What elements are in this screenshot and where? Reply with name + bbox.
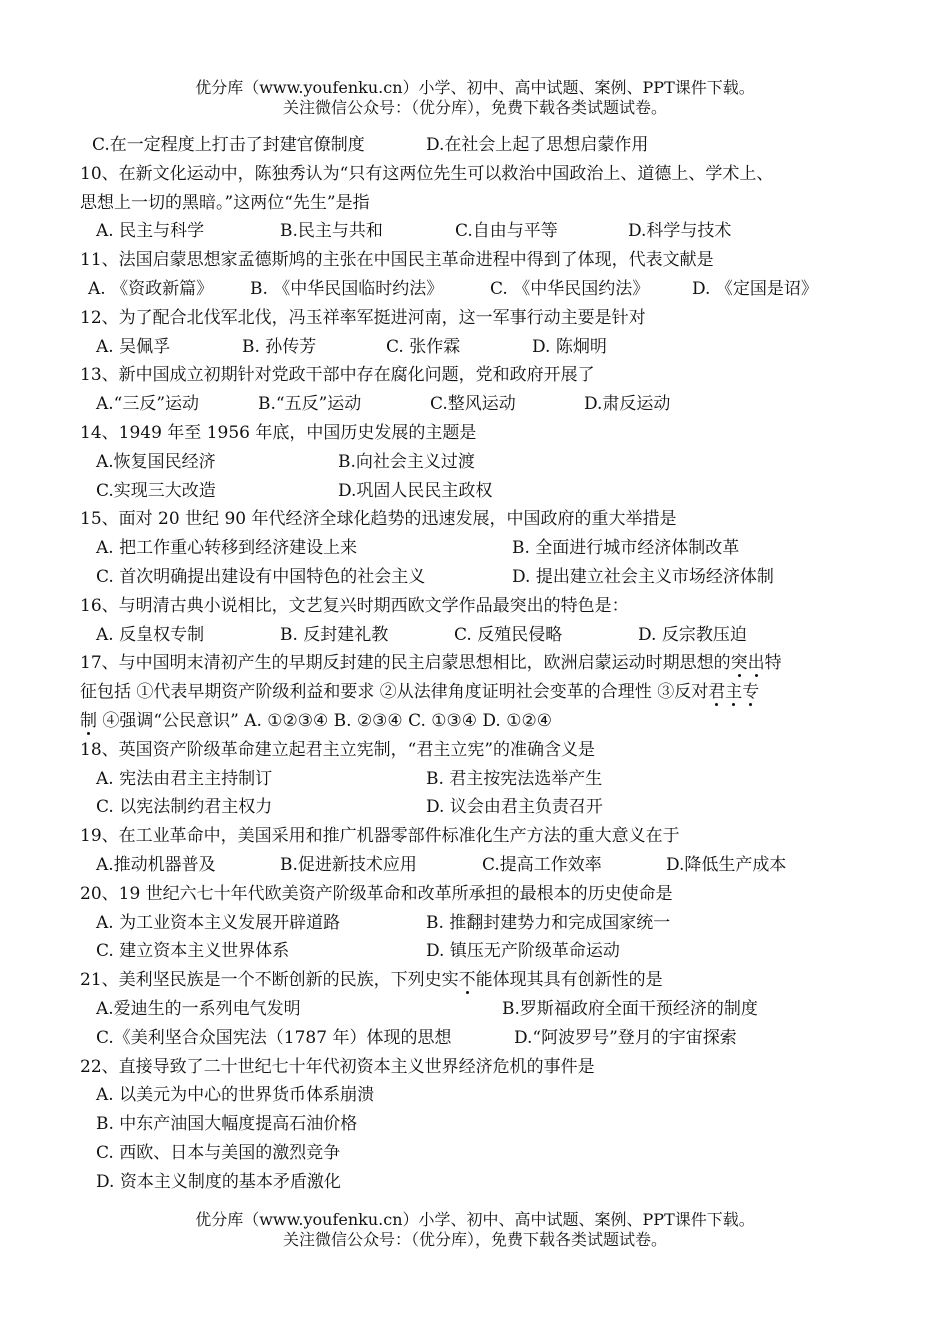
q11-options bbox=[80, 275, 880, 304]
q15-stem: 15、面对 20 世纪 90 年代经济全球化趋势的迅速发展，中国政府的重大举措是 bbox=[80, 509, 677, 530]
q10-option-a: A. 民主与科学 bbox=[96, 221, 205, 242]
q19-stem: 19、在工业革命中，美国采用和推广机器零部件标准化生产方法的重大意义在于 bbox=[80, 826, 680, 847]
q10-stem-1: 10、在新文化运动中，陈独秀认为“只有这两位先生可以救治中国政治上、道德上、学术上、 bbox=[80, 163, 774, 184]
q14-options-cd bbox=[80, 477, 880, 506]
q22-option-d: D. 资本主义制度的基本矛盾激化 bbox=[96, 1171, 341, 1192]
q19-option-b: B.促进新技术应用 bbox=[280, 854, 417, 875]
q18-option-b: B. 君主按宪法选举产生 bbox=[426, 768, 603, 789]
q21-stem-end: 能体现其具有创新性的是 bbox=[475, 970, 663, 991]
q14-stem: 14、1949 年至 1956 年底，中国历史发展的主题是 bbox=[80, 422, 477, 443]
q11-option-c: C. 《中华民国约法》 bbox=[490, 278, 650, 299]
q16-option-b: B. 反封建礼教 bbox=[280, 624, 389, 645]
q21-option-d: D.“阿波罗号”登月的宇宙探索 bbox=[514, 1027, 737, 1048]
q11-option-a: A. 《资政新篇》 bbox=[88, 278, 214, 299]
q11-stem: 11、法国启蒙思想家孟德斯鸠的主张在中国民主革命进程中得到了体现，代表文献是 bbox=[80, 250, 714, 271]
q14-options-ab bbox=[80, 448, 880, 477]
q20-option-d: D. 镇压无产阶级革命运动 bbox=[426, 941, 620, 962]
q16-option-d: D. 反宗教压迫 bbox=[638, 624, 747, 645]
footer-line-2: 关注微信公众号：（优分库），免费下载各类试题试卷。 bbox=[282, 1230, 667, 1249]
q15-option-c: C. 首次明确提出建设有中国特色的社会主义 bbox=[96, 566, 426, 587]
q17-stem-2-text: 征包括 ①代表早期资产阶级利益和要求 ②从法律角度证明社会变革的合理性 ③反对 bbox=[80, 682, 709, 703]
emphasis-char: 不 bbox=[459, 966, 476, 995]
q10-option-d: D.科学与技术 bbox=[628, 221, 732, 242]
q11-option-b: B. 《中华民国临时约法》 bbox=[250, 278, 444, 299]
q9-option-d: D.在社会上起了思想启蒙作用 bbox=[426, 135, 649, 155]
header-line-1: 优分库（www.youfenku.cn）小学、初中、高中试题、案例、PPT课件下载。 bbox=[195, 78, 755, 97]
q14-option-d: D.巩固人民民主政权 bbox=[338, 480, 493, 501]
q12-option-a: A. 吴佩孚 bbox=[96, 336, 171, 357]
q18-option-d: D. 议会由君主负责召开 bbox=[426, 797, 603, 818]
q18-options-ab bbox=[80, 765, 880, 794]
q15-options-ab bbox=[80, 534, 880, 563]
q15-options-cd bbox=[80, 563, 880, 592]
q12-stem: 12、为了配合北伐军北伐，冯玉祥率军挺进河南，这一军事行动主要是针对 bbox=[80, 307, 646, 328]
q13-option-a: A.“三反”运动 bbox=[96, 394, 200, 415]
q18-option-c: C. 以宪法制约君主权力 bbox=[96, 797, 273, 818]
emphasis-char: 出 bbox=[748, 649, 765, 678]
q15-option-a: A. 把工作重心转移到经济建设上来 bbox=[96, 538, 358, 559]
q13-options bbox=[80, 390, 880, 419]
q16-option-c: C. 反殖民侵略 bbox=[454, 624, 563, 645]
emphasis-char: 突 bbox=[731, 649, 748, 678]
q21-option-b: B.罗斯福政府全面干预经济的制度 bbox=[502, 998, 758, 1019]
q17-stem-2 bbox=[80, 678, 880, 707]
page-header bbox=[0, 78, 950, 118]
q21-option-c: C.《美利坚合众国宪法（1787 年）体现的思想 bbox=[96, 1027, 452, 1048]
q20-option-b: B. 推翻封建势力和完成国家统一 bbox=[426, 912, 671, 933]
q10-option-c: C.自由与平等 bbox=[455, 221, 558, 242]
q18-options-cd bbox=[80, 793, 880, 822]
q18-stem: 18、英国资产阶级革命建立起君主立宪制，“君主立宪”的准确含义是 bbox=[80, 739, 596, 760]
q13-option-c: C.整风运动 bbox=[430, 394, 516, 415]
q12-option-d: D. 陈炯明 bbox=[532, 336, 607, 357]
emphasis-char: 制 bbox=[80, 707, 97, 736]
q13-stem: 13、新中国成立初期针对党政干部中存在腐化问题，党和政府开展了 bbox=[80, 365, 595, 386]
q21-stem-text: 21、美利坚民族是一个不断创新的民族，下列史实 bbox=[80, 970, 459, 991]
q15-option-b: B. 全面进行城市经济体制改革 bbox=[512, 538, 740, 559]
q15-option-d: D. 提出建立社会主义市场经济体制 bbox=[512, 566, 774, 587]
q17-options: ④强调“公民意识” A. ①②③④ B. ②③④ C. ①③④ D. ①②④ bbox=[97, 710, 552, 731]
emphasis-char: 专 bbox=[742, 678, 759, 707]
q13-option-b: B.“五反”运动 bbox=[258, 394, 362, 415]
q22-option-a: A. 以美元为中心的世界货币体系崩溃 bbox=[96, 1085, 375, 1106]
q20-option-a: A. 为工业资本主义发展开辟道路 bbox=[96, 912, 341, 933]
q18-option-a: A. 宪法由君主主持制订 bbox=[96, 768, 273, 789]
q13-option-d: D.肃反运动 bbox=[584, 394, 671, 415]
emphasis-char: 君 bbox=[708, 678, 725, 707]
q17-stem-1 bbox=[80, 649, 880, 678]
q14-option-b: B.向社会主义过渡 bbox=[338, 451, 475, 472]
page-footer bbox=[0, 1210, 950, 1250]
q19-option-c: C.提高工作效率 bbox=[482, 854, 602, 875]
q11-option-d: D. 《定国是诏》 bbox=[692, 278, 818, 299]
header-line-2: 关注微信公众号：（优分库），免费下载各类试题试卷。 bbox=[282, 98, 667, 117]
q16-stem: 16、与明清古典小说相比，文艺复兴时期西欧文学作品最突出的特色是： bbox=[80, 595, 629, 616]
q21-option-a: A.爱迪生的一系列电气发明 bbox=[96, 998, 301, 1019]
footer-line-1: 优分库（www.youfenku.cn）小学、初中、高中试题、案例、PPT课件下载。 bbox=[195, 1210, 755, 1229]
q14-option-c: C.实现三大改造 bbox=[96, 480, 216, 501]
q20-option-c: C. 建立资本主义世界体系 bbox=[96, 941, 290, 962]
q17-stem-1-end: 特 bbox=[764, 653, 782, 674]
q22-option-b: B. 中东产油国大幅度提高石油价格 bbox=[96, 1114, 358, 1135]
q21-options-cd bbox=[80, 1024, 880, 1053]
q10-option-b: B.民主与共和 bbox=[280, 221, 383, 242]
q12-option-b: B. 孙传芳 bbox=[242, 336, 317, 357]
question-content bbox=[80, 131, 880, 1196]
q12-options bbox=[80, 333, 880, 362]
q14-option-a: A.恢复国民经济 bbox=[96, 451, 216, 472]
q10-stem-2: 思想上一切的黑暗。”这两位“先生”是指 bbox=[80, 192, 370, 213]
q17-stem-3 bbox=[80, 707, 880, 736]
q22-option-c: C. 西欧、日本与美国的激烈竞争 bbox=[96, 1142, 341, 1163]
emphasis-char: 主 bbox=[725, 678, 742, 707]
q17-stem-1-text: 17、与中国明末清初产生的早期反封建的民主启蒙思想相比，欧洲启蒙运动时期思想的 bbox=[80, 653, 731, 674]
q12-option-c: C. 张作霖 bbox=[386, 336, 461, 357]
q16-options bbox=[80, 621, 880, 650]
q16-option-a: A. 反皇权专制 bbox=[96, 624, 205, 645]
q19-option-d: D.降低生产成本 bbox=[666, 854, 787, 875]
q9-options-cd bbox=[80, 131, 880, 160]
q21-stem bbox=[80, 966, 880, 995]
q19-option-a: A.推动机器普及 bbox=[96, 854, 216, 875]
q9-option-c: C.在一定程度上打击了封建官僚制度 bbox=[92, 135, 365, 155]
q22-stem: 22、直接导致了二十世纪七十年代初资本主义世界经济危机的事件是 bbox=[80, 1056, 595, 1077]
q20-options-ab bbox=[80, 909, 880, 938]
q20-options-cd bbox=[80, 937, 880, 966]
q10-options bbox=[80, 217, 880, 246]
q20-stem: 20、19 世纪六七十年代欧美资产阶级革命和改革所承担的最根本的历史使命是 bbox=[80, 883, 673, 904]
q19-options bbox=[80, 851, 880, 880]
q21-options-ab bbox=[80, 995, 880, 1024]
